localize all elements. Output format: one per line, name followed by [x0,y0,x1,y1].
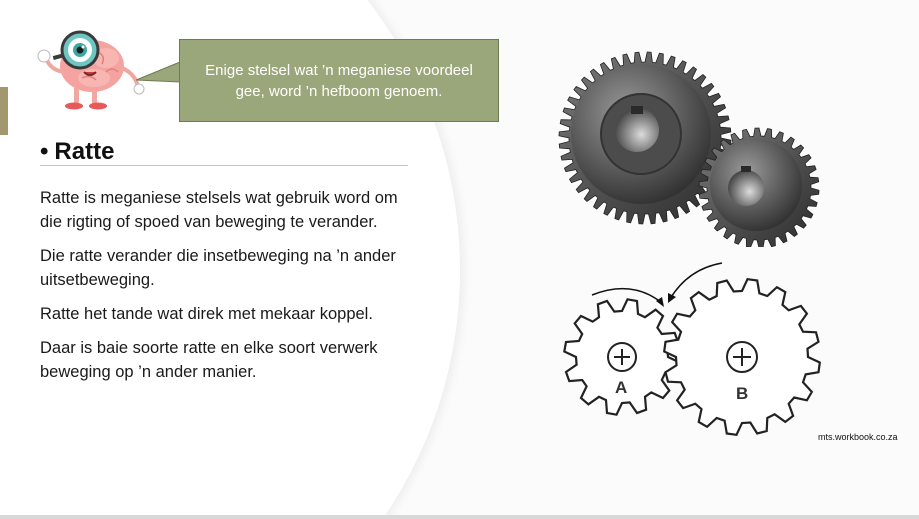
heading-bullet: • [40,138,49,165]
bottom-divider [0,515,919,519]
brain-mascot-icon [22,28,152,110]
callout-text: Enige stelsel wat ’n meganiese voordeel gee, word ’n hefboom genoem. [205,61,473,100]
source-credit: mts.workbook.co.za [818,432,898,442]
gear-photo-icon [553,42,828,247]
gear-a-label: A [615,378,628,397]
body-text [40,186,420,394]
heading-title: Ratte [54,138,115,165]
callout-box [179,39,499,122]
accent-bar [0,87,8,135]
gear-b-label: B [736,384,749,403]
paragraph: Ratte het tande wat direk met mekaar koppel. [40,305,373,323]
paragraph: Die ratte verander die insetbeweging na ’n ander uitsetbeweging. [40,247,396,289]
paragraph: Ratte is meganiese stelsels wat gebruik word om die rigting of spoed van beweging te verander. [40,189,398,231]
gear-diagram-icon [560,255,830,445]
section-heading [40,139,408,166]
paragraph: Daar is baie soorte ratte en elke soort verwerk beweging op ’n ander manier. [40,339,378,381]
callout-tail [136,60,182,84]
